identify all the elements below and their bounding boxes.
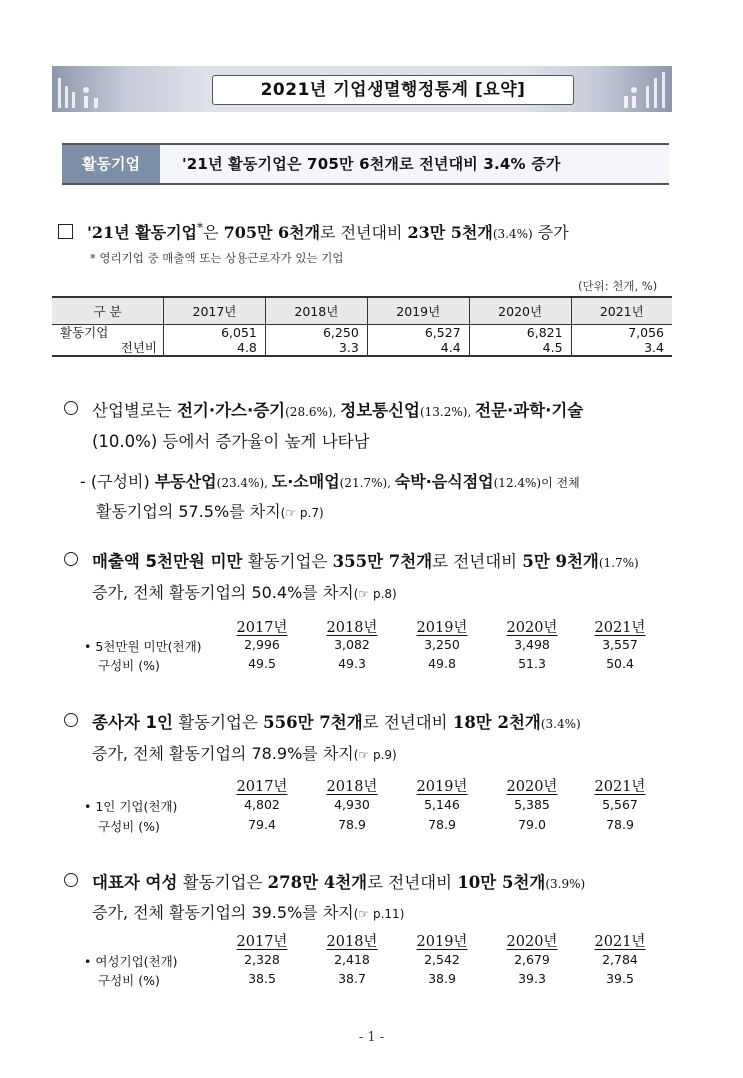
circle-bullet-icon: [64, 713, 78, 727]
solo-increase: 18만 2천개: [452, 713, 541, 732]
summary-text: 로 전년대비: [320, 223, 408, 242]
sales-mini-table: [84, 616, 668, 676]
table-cell: 3,082: [334, 637, 370, 652]
industry-line-1: [64, 397, 583, 421]
summary-count: 705만 6천개: [223, 223, 321, 242]
table-cell: 4.8: [164, 340, 266, 356]
document-title: 2021년 기업생멸행정통계 [요약]: [212, 75, 574, 105]
table-header: 2017년: [164, 297, 266, 325]
row-label: 구성비 (%): [98, 973, 160, 988]
headline-text: '21년 활동기업은 705만 6천개로 전년대비 3.4% 증가: [182, 155, 561, 173]
circle-bullet-icon: [64, 873, 78, 887]
solo-line-1: [64, 709, 581, 733]
table-header: 구 분: [52, 297, 164, 325]
year-header: 2020년: [506, 779, 558, 795]
composition-rate: (12.4%)이 전체: [493, 476, 580, 490]
table-cell: 4.4: [367, 340, 469, 356]
table-header: 2021년: [571, 297, 672, 325]
table-cell: 49.3: [338, 656, 366, 671]
table-cell: 50.4: [606, 656, 634, 671]
table-cell: 4,930: [334, 797, 370, 812]
year-header: 2019년: [416, 779, 468, 795]
female-highlight: 대표자 여성: [92, 873, 178, 892]
solo-line-2: [92, 741, 397, 764]
table-cell: 78.9: [606, 817, 634, 832]
year-header: 2017년: [236, 620, 288, 636]
summary-rate: (3.4%): [492, 227, 533, 241]
table-cell: 6,051: [164, 325, 266, 341]
table-cell: 2,784: [602, 952, 638, 967]
female-text: 활동기업은: [177, 873, 268, 892]
solo-text: 활동기업은: [172, 713, 264, 732]
composition-line-1: [80, 469, 580, 492]
row-label: 구성비 (%): [98, 819, 160, 834]
table-cell: 3,498: [514, 637, 550, 652]
composition-highlight: 도·소매업: [271, 472, 340, 491]
table-cell: 4.5: [469, 340, 571, 356]
industry-highlight: 정보통신업: [340, 401, 420, 420]
table-cell: 51.3: [518, 656, 546, 671]
year-header: 2017년: [236, 934, 288, 950]
row-label: 전년비: [52, 340, 164, 356]
year-header: 2019년: [416, 934, 468, 950]
row-label: • 1인 기업(천개): [84, 799, 178, 814]
headline-tag: 활동기업: [62, 145, 160, 183]
industry-rate: (13.2%),: [419, 405, 476, 419]
year-header: 2019년: [416, 620, 468, 636]
composition-highlight: 숙박·음식점업: [394, 472, 494, 491]
year-header: 2018년: [326, 779, 378, 795]
row-label: 활동기업: [60, 325, 109, 340]
table-cell: 79.4: [248, 817, 276, 832]
circle-bullet-icon: [64, 401, 78, 415]
composition-line-2: [96, 499, 324, 522]
table-cell: 2,679: [514, 952, 550, 967]
female-mini-table: [84, 930, 668, 990]
table-cell: 3,250: [424, 637, 460, 652]
table-cell: 5,146: [424, 797, 460, 812]
page-reference: (☞ p.8): [353, 587, 397, 601]
year-header: 2021년: [594, 779, 646, 795]
page-reference: (☞ p.7): [280, 506, 324, 520]
table-cell: 78.9: [338, 817, 366, 832]
table-cell: 7,056: [571, 325, 672, 341]
table-cell: 2,542: [424, 952, 460, 967]
unit-label: (단위: 천개, %): [578, 279, 658, 293]
composition-rate: (21.7%),: [339, 476, 395, 490]
bar-graphic-left-icon: [52, 66, 112, 112]
solo-text: 로 전년대비: [362, 713, 453, 732]
circle-bullet-icon: [64, 552, 78, 566]
industry-text: 산업별로는: [92, 401, 177, 420]
solo-mini-table: [84, 775, 668, 835]
table-cell: 5,385: [514, 797, 550, 812]
year-header: 2020년: [506, 620, 558, 636]
table-cell: 6,821: [469, 325, 571, 341]
sales-text: 증가, 전체 활동기업의 50.4%를 차지: [92, 583, 354, 602]
summary-subject: '21년 활동기업: [87, 223, 198, 242]
table-cell: 49.8: [428, 656, 456, 671]
solo-rate: (3.4%): [540, 717, 581, 731]
page-number: - 1 -: [358, 1030, 385, 1045]
composition-rate: (23.4%),: [216, 476, 272, 490]
female-count: 278만 4천개: [267, 873, 368, 892]
industry-rate: (28.6%),: [285, 405, 341, 419]
sales-text: 활동기업은: [242, 552, 333, 571]
summary-increase: 23만 5천개: [407, 223, 493, 242]
table-cell: 4,802: [244, 797, 280, 812]
table-header-row: [52, 297, 672, 325]
table-cell: 38.9: [428, 971, 456, 986]
industry-line-2: (10.0%) 등에서 증가율이 높게 나타남: [92, 432, 370, 451]
sales-line-2: [92, 580, 397, 603]
table-cell: 39.3: [518, 971, 546, 986]
summary-line: [58, 220, 569, 243]
table-cell: 3,557: [602, 637, 638, 652]
table-header: 2018년: [265, 297, 367, 325]
table-cell: 38.5: [248, 971, 276, 986]
sales-count: 355만 7천개: [332, 552, 433, 571]
composition-highlight: 부동산업: [154, 472, 217, 491]
female-line-2: [92, 900, 404, 923]
female-line-1: [64, 869, 585, 893]
year-header: 2018년: [326, 620, 378, 636]
table-cell: 49.5: [248, 656, 276, 671]
table-cell: 79.0: [518, 817, 546, 832]
summary-text: 증가: [532, 223, 569, 242]
table-cell: 39.5: [606, 971, 634, 986]
table-cell: 6,250: [265, 325, 367, 341]
year-header: 2021년: [594, 620, 646, 636]
sales-text: 로 전년대비: [432, 552, 523, 571]
row-label: • 5천만원 미만(천개): [84, 639, 202, 654]
year-header: 2018년: [326, 934, 378, 950]
composition-text: - (구성비): [80, 472, 155, 491]
year-header: 2017년: [236, 779, 288, 795]
row-label: • 여성기업(천개): [84, 954, 178, 969]
table-row: [52, 340, 672, 356]
headline-box: [62, 143, 669, 185]
bar-graphic-right-icon: [612, 66, 672, 112]
page-reference: (☞ p.11): [353, 907, 405, 921]
footnote-marker: *: [197, 220, 204, 235]
table-header: 2019년: [367, 297, 469, 325]
table-cell: 5,567: [602, 797, 638, 812]
solo-highlight: 종사자 1인: [92, 713, 173, 732]
composition-text: 활동기업의 57.5%를 차지: [96, 502, 281, 521]
footnote: * 영리기업 중 매출액 또는 상용근로자가 있는 기업: [90, 251, 344, 265]
female-text: 증가, 전체 활동기업의 39.5%를 차지: [92, 903, 354, 922]
table-cell: 3.3: [265, 340, 367, 356]
table-cell: 2,418: [334, 952, 370, 967]
table-cell: 78.9: [428, 817, 456, 832]
active-enterprise-table: [52, 296, 672, 357]
industry-highlight: 전문·과학·기술: [475, 401, 584, 420]
table-row: [52, 325, 672, 341]
sales-rate: (1.7%): [598, 556, 639, 570]
year-header: 2020년: [506, 934, 558, 950]
table-cell: 3.4: [571, 340, 672, 356]
summary-text: 은: [203, 223, 224, 242]
solo-text: 증가, 전체 활동기업의 78.9%를 차지: [92, 744, 354, 763]
table-cell: 38.7: [338, 971, 366, 986]
square-bullet-icon: [58, 224, 73, 239]
table-cell: 6,527: [367, 325, 469, 341]
table-header: 2020년: [469, 297, 571, 325]
sales-line-1: [64, 548, 639, 572]
page-reference: (☞ p.9): [353, 748, 397, 762]
title-banner: [52, 66, 672, 112]
row-label: 구성비 (%): [98, 658, 160, 673]
sales-increase: 5만 9천개: [522, 552, 599, 571]
table-cell: 2,996: [244, 637, 280, 652]
sales-highlight: 매출액 5천만원 미만: [92, 552, 243, 571]
female-increase: 10만 5천개: [457, 873, 546, 892]
year-header: 2021년: [594, 934, 646, 950]
industry-highlight: 전기·가스·증기: [176, 401, 286, 420]
female-text: 로 전년대비: [367, 873, 458, 892]
female-rate: (3.9%): [545, 877, 586, 891]
solo-count: 556만 7천개: [263, 713, 363, 732]
table-cell: 2,328: [244, 952, 280, 967]
